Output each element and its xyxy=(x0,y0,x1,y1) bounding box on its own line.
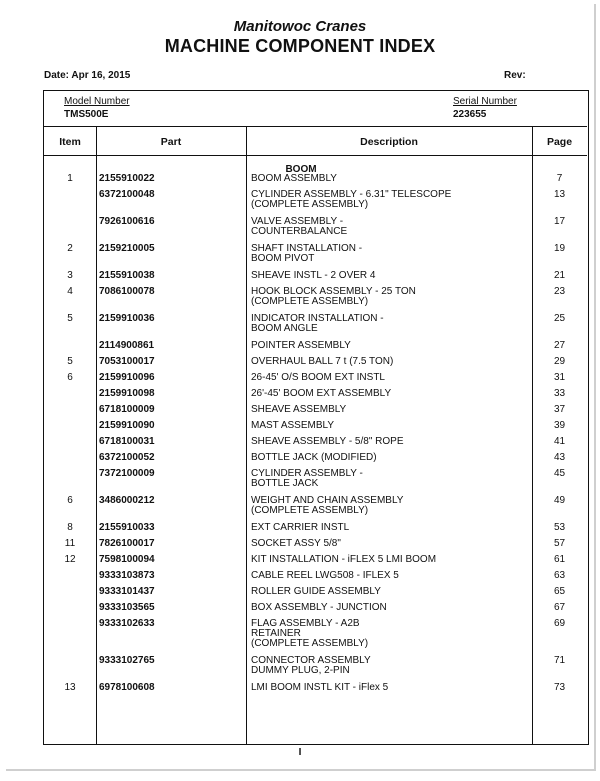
part-description: 26'-45' BOOM EXT ASSEMBLY xyxy=(251,388,392,399)
page-number: 17 xyxy=(553,216,566,227)
page-number: 61 xyxy=(553,554,566,565)
page-number: 43 xyxy=(553,452,566,463)
part-description: BOTTLE JACK xyxy=(251,478,319,489)
part-description: (COMPLETE ASSEMBLY) xyxy=(251,638,369,649)
page-number: 73 xyxy=(553,682,566,693)
part-description: BOX ASSEMBLY - JUNCTION xyxy=(251,602,387,613)
part-description: WEIGHT AND CHAIN ASSEMBLY xyxy=(251,495,404,506)
serial-number-label: Serial Number xyxy=(453,96,517,107)
column-header-page: Page xyxy=(546,136,573,148)
part-description: KIT INSTALLATION - iFLEX 5 LMI BOOM xyxy=(251,554,437,565)
column-divider xyxy=(246,126,247,744)
part-description: SOCKET ASSY 5/8" xyxy=(251,538,341,549)
part-description: FLAG ASSEMBLY - A2B xyxy=(251,618,360,629)
part-description: SHEAVE ASSEMBLY xyxy=(251,404,347,415)
item-number: 4 xyxy=(67,286,73,297)
page-number: 23 xyxy=(553,286,566,297)
page-number-footer: I xyxy=(298,747,302,758)
part-number: 2155910022 xyxy=(99,173,155,184)
section-heading: BOOM xyxy=(285,164,317,175)
part-description: LMI BOOM INSTL KIT - iFlex 5 xyxy=(251,682,389,693)
page-number: 37 xyxy=(553,404,566,415)
page-title: MACHINE COMPONENT INDEX xyxy=(164,36,436,56)
part-number: 7086100078 xyxy=(99,286,155,297)
column-divider xyxy=(96,126,97,744)
part-description: DUMMY PLUG, 2-PIN xyxy=(251,665,350,676)
part-number: 6718100031 xyxy=(99,436,155,447)
part-description: POINTER ASSEMBLY xyxy=(251,340,351,351)
page-number: 69 xyxy=(553,618,566,629)
item-number: 6 xyxy=(67,495,73,506)
page-number: 27 xyxy=(553,340,566,351)
serial-number-value: 223655 xyxy=(453,109,487,120)
part-description: SHEAVE INSTL - 2 OVER 4 xyxy=(251,270,376,281)
page-number: 13 xyxy=(553,189,566,200)
page-number: 45 xyxy=(553,468,566,479)
item-number: 13 xyxy=(64,682,76,693)
part-description: BOOM PIVOT xyxy=(251,253,315,264)
part-number: 7598100094 xyxy=(99,554,155,565)
page-number: 49 xyxy=(553,495,566,506)
part-description: BOOM ASSEMBLY xyxy=(251,173,337,184)
document-page xyxy=(6,4,596,771)
part-number: 2159210005 xyxy=(99,243,155,254)
page-number: 19 xyxy=(553,243,566,254)
part-number: 7372100009 xyxy=(99,468,155,479)
part-number: 9333101437 xyxy=(99,586,155,597)
part-number: 9333103873 xyxy=(99,570,155,581)
item-number: 11 xyxy=(64,538,76,549)
part-description: COUNTERBALANCE xyxy=(251,226,348,237)
part-number: 2155910038 xyxy=(99,270,155,281)
part-description: MAST ASSEMBLY xyxy=(251,420,334,431)
page-number: 29 xyxy=(553,356,566,367)
part-number: 7826100017 xyxy=(99,538,155,549)
part-description: EXT CARRIER INSTL xyxy=(251,522,350,533)
part-number: 2159910090 xyxy=(99,420,155,431)
item-number: 1 xyxy=(67,173,73,184)
part-number: 2159910036 xyxy=(99,313,155,324)
page-number: 41 xyxy=(553,436,566,447)
part-description: RETAINER xyxy=(251,628,301,639)
part-number: 2159910098 xyxy=(99,388,155,399)
item-number: 5 xyxy=(67,313,73,324)
date-label: Date: Apr 16, 2015 xyxy=(44,70,131,81)
company-name: Manitowoc Cranes xyxy=(233,18,367,35)
part-number: 6372100048 xyxy=(99,189,155,200)
item-number: 6 xyxy=(67,372,73,383)
part-number: 7926100616 xyxy=(99,216,155,227)
table-header xyxy=(44,126,587,156)
part-description: VALVE ASSEMBLY - xyxy=(251,216,344,227)
part-description: SHAFT INSTALLATION - xyxy=(251,243,363,254)
item-number: 5 xyxy=(67,356,73,367)
part-number: 2159910096 xyxy=(99,372,155,383)
model-number-value: TMS500E xyxy=(64,109,109,120)
page-number: 65 xyxy=(553,586,566,597)
item-number: 3 xyxy=(67,270,73,281)
part-description: CYLINDER ASSEMBLY - xyxy=(251,468,363,479)
part-number: 6978100608 xyxy=(99,682,155,693)
part-description: (COMPLETE ASSEMBLY) xyxy=(251,296,369,307)
part-number: 9333103565 xyxy=(99,602,155,613)
part-number: 9333102765 xyxy=(99,655,155,666)
column-header-description: Description xyxy=(360,136,418,148)
part-description: CYLINDER ASSEMBLY - 6.31" TELESCOPE xyxy=(251,189,452,200)
part-description: (COMPLETE ASSEMBLY) xyxy=(251,505,369,516)
part-description: BOOM ANGLE xyxy=(251,323,318,334)
item-number: 12 xyxy=(64,554,76,565)
part-description: SHEAVE ASSEMBLY - 5/8" ROPE xyxy=(251,436,404,447)
part-description: CABLE REEL LWG508 - IFLEX 5 xyxy=(251,570,399,581)
page-number: 33 xyxy=(553,388,566,399)
page-number: 71 xyxy=(553,655,566,666)
part-description: HOOK BLOCK ASSEMBLY - 25 TON xyxy=(251,286,416,297)
index-table-frame xyxy=(43,90,589,745)
part-description: ROLLER GUIDE ASSEMBLY xyxy=(251,586,381,597)
item-number: 2 xyxy=(67,243,73,254)
part-description: INDICATOR INSTALLATION - xyxy=(251,313,384,324)
model-number-label: Model Number xyxy=(64,96,130,107)
part-description: (COMPLETE ASSEMBLY) xyxy=(251,199,369,210)
page-number: 67 xyxy=(553,602,566,613)
page-number: 25 xyxy=(553,313,566,324)
part-number: 7053100017 xyxy=(99,356,155,367)
column-header-item: Item xyxy=(59,136,81,148)
part-number: 2155910033 xyxy=(99,522,155,533)
column-header-part: Part xyxy=(160,136,182,148)
part-description: CONNECTOR ASSEMBLY xyxy=(251,655,371,666)
page-number: 39 xyxy=(553,420,566,431)
item-number: 8 xyxy=(67,522,73,533)
part-number: 2114900861 xyxy=(99,340,155,351)
part-description: BOTTLE JACK (MODIFIED) xyxy=(251,452,377,463)
page-number: 21 xyxy=(553,270,566,281)
page-number: 31 xyxy=(553,372,566,383)
part-number: 9333102633 xyxy=(99,618,155,629)
page-number: 63 xyxy=(553,570,566,581)
part-number: 6718100009 xyxy=(99,404,155,415)
part-description: 26-45' O/S BOOM EXT INSTL xyxy=(251,372,385,383)
part-description: OVERHAUL BALL 7 t (7.5 TON) xyxy=(251,356,394,367)
page-number: 53 xyxy=(553,522,566,533)
part-number: 6372100052 xyxy=(99,452,155,463)
page-number: 57 xyxy=(553,538,566,549)
page-number: 7 xyxy=(556,173,563,184)
part-number: 3486000212 xyxy=(99,495,155,506)
rev-label: Rev: xyxy=(504,70,526,81)
